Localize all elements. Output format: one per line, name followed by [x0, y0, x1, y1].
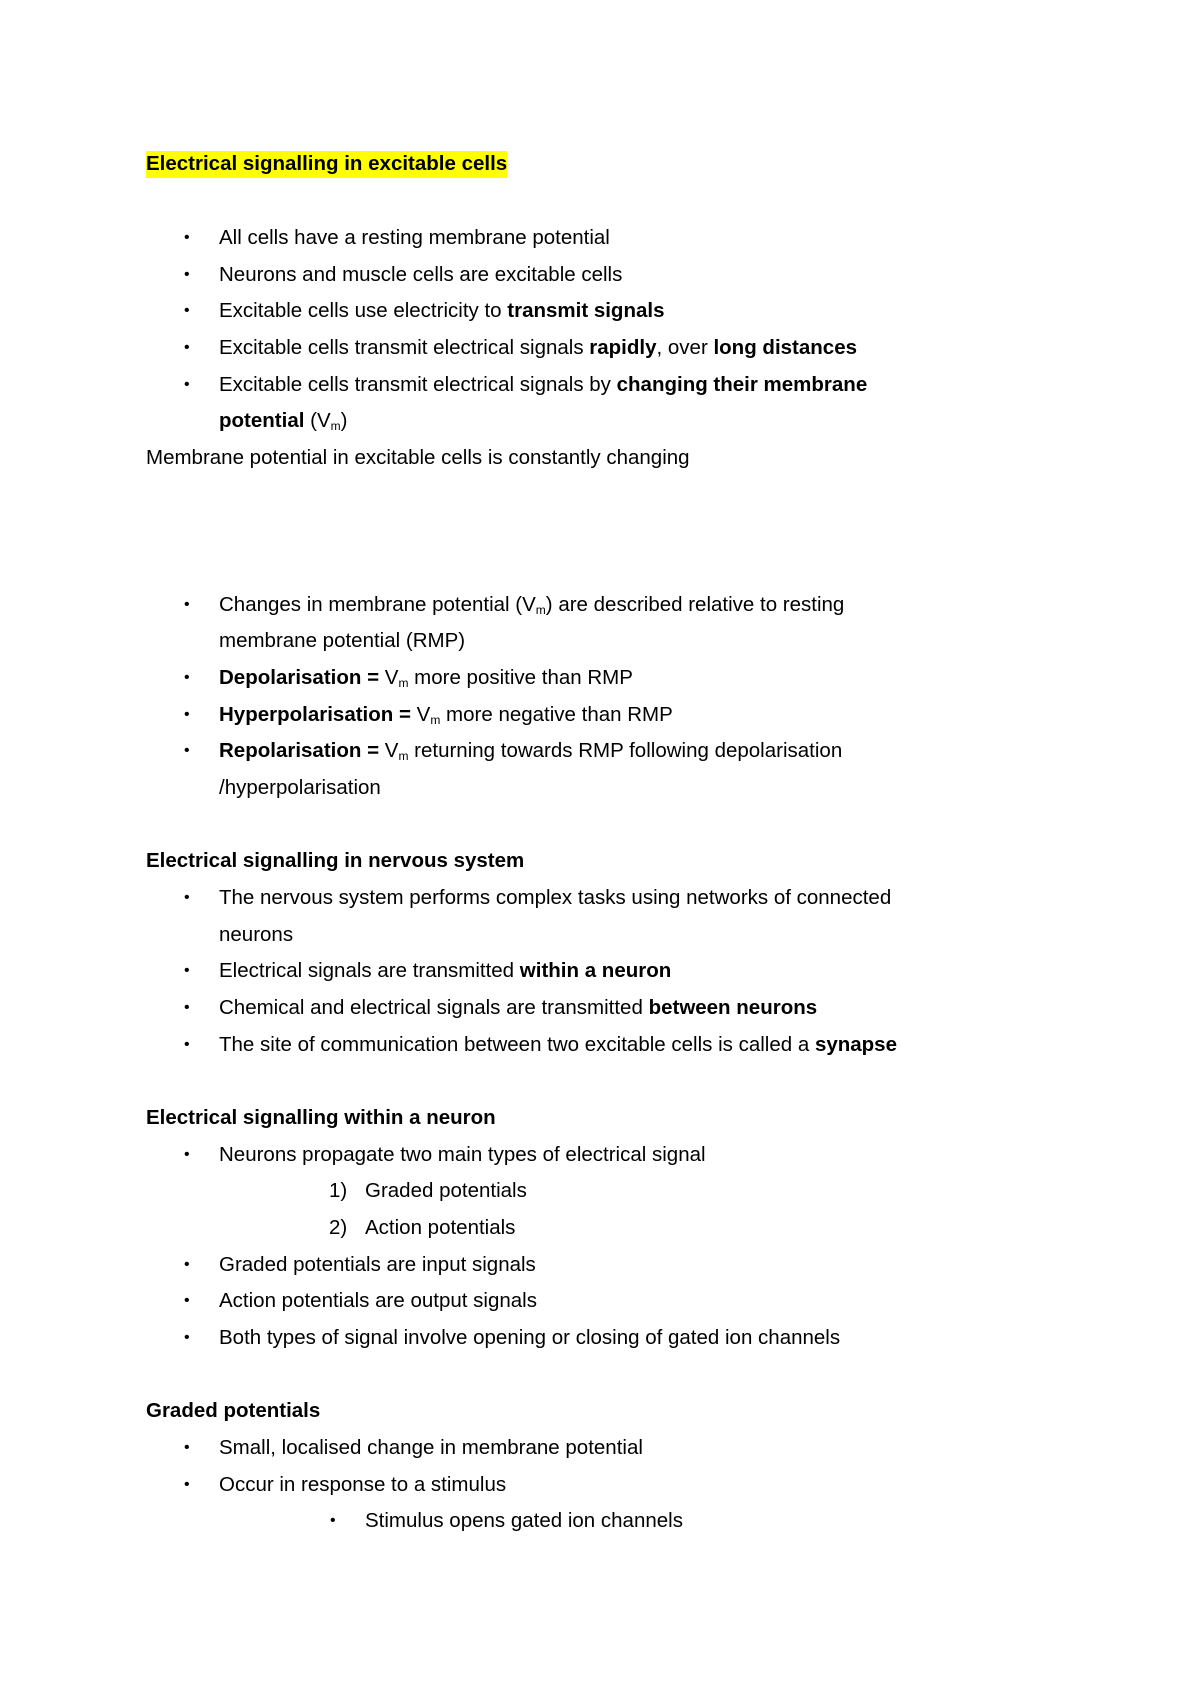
list-item: • Electrical signals are transmitted within a neuron [184, 959, 672, 982]
numbered-item-text: Action potentials [365, 1216, 516, 1239]
list-item-continuation: /hyperpolarisation [219, 776, 381, 799]
sub-list-item: • Stimulus opens gated ion channels [330, 1509, 683, 1532]
bullet-icon: • [184, 999, 190, 1016]
bullet-icon: • [184, 1329, 190, 1346]
list-item: • Small, localised change in membrane potential [184, 1436, 643, 1459]
list-item: • Repolarisation = $V_m$ returning towards RMP following depolarisation [184, 739, 843, 763]
heading-nervous-system: Electrical signalling in nervous system [146, 849, 525, 872]
list-item: • Neurons and muscle cells are excitable cells [184, 263, 623, 286]
numbered-item: 1) [329, 1179, 348, 1202]
list-item: • Occur in response to a stimulus [184, 1473, 507, 1496]
bullet-icon: • [184, 669, 190, 686]
bullet-icon: • [184, 962, 190, 979]
numbered-item-text: Graded potentials [365, 1179, 527, 1202]
bullet-icon: • [184, 1439, 190, 1456]
heading-graded-potentials: Graded potentials [146, 1399, 321, 1422]
bullet-icon: • [184, 706, 190, 723]
list-item: • Changes in membrane potential $(V_m)$ are described relative to resting [184, 593, 845, 617]
bullet-icon: • [184, 266, 190, 283]
list-item: • The nervous system performs complex tasks using networks of connected [184, 886, 892, 909]
bullet-icon: • [184, 339, 190, 356]
list-item: • Excitable cells use electricity to transmit signals [184, 299, 665, 322]
list-item-continuation: membrane potential (RMP) [219, 629, 466, 652]
list-item: • Excitable cells transmit electrical signals rapidly, over long distances [184, 336, 857, 359]
bullet-icon: • [184, 229, 190, 246]
bullet-icon: • [184, 1292, 190, 1309]
heading-within-neuron: Electrical signalling within a neuron [146, 1106, 496, 1129]
list-item: • Hyperpolarisation = $V_m$ more negative than RMP [184, 703, 673, 727]
list-item: • Both types of signal involve opening or closing of gated ion channels [184, 1326, 841, 1349]
bullet-icon: • [184, 302, 190, 319]
list-item: • Depolarisation = $V_m$ more positive than RMP [184, 666, 633, 690]
bullet-icon: • [184, 596, 190, 613]
bullet-icon: • [184, 376, 190, 393]
list-item: • Neurons propagate two main types of electrical signal [184, 1143, 706, 1166]
paragraph: Membrane potential in excitable cells is constantly changing [146, 446, 690, 469]
bullet-icon: • [184, 1476, 190, 1493]
list-item: • The site of communication between two excitable cells is called a synapse [184, 1033, 897, 1056]
heading-highlight: Electrical signalling in excitable cells [146, 151, 507, 178]
list-item-continuation: potential $(V_m)$ [219, 409, 348, 433]
heading-excitable-cells [146, 152, 507, 176]
list-item: • Graded potentials are input signals [184, 1253, 536, 1276]
bullet-icon: • [184, 1146, 190, 1163]
list-item: • Action potentials are output signals [184, 1289, 537, 1312]
list-item-continuation: neurons [219, 923, 294, 946]
bullet-icon: • [184, 889, 190, 906]
numbered-item: 2) [329, 1216, 348, 1239]
list-item: • Chemical and electrical signals are transmitted between neurons [184, 996, 818, 1019]
bullet-icon: • [330, 1512, 336, 1529]
bullet-icon: • [184, 1256, 190, 1273]
bullet-icon: • [184, 742, 190, 759]
bullet-icon: • [184, 1036, 190, 1053]
list-item: • All cells have a resting membrane potential [184, 226, 610, 249]
list-item: • Excitable cells transmit electrical signals by changing their membrane [184, 373, 868, 396]
